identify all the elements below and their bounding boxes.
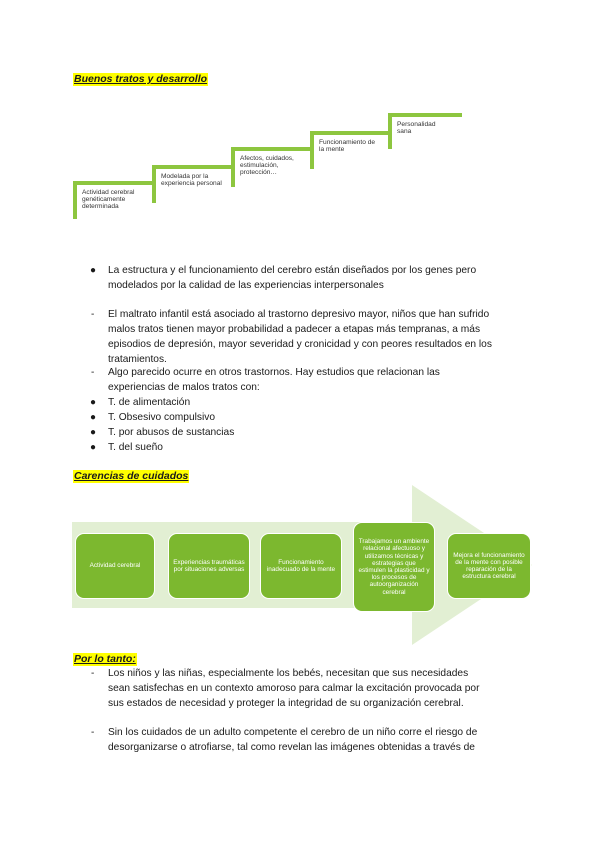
stair-step-4: [310, 131, 390, 169]
stair-step-label: Funcionamiento de la mente: [319, 139, 376, 153]
bullet-marker: ●: [90, 427, 97, 438]
flow-step-5: Mejora el funcionamiento de la mente con posible reparación de la estructura cerebral: [447, 533, 531, 599]
flow-step-4: Trabajamos un ambiente relacional afectuoso y utilizamos técnicas y estrategias que estimulen la plasticidad y los procesos de autoorganización cerebral: [353, 522, 435, 612]
paragraph-line: sean satisfechas en un contexto amoroso para calmar la excitación provocada por: [108, 683, 480, 694]
list-item: T. de alimentación: [108, 397, 191, 408]
flow-step-2: Experiencias traumáticas por situaciones adversas: [168, 533, 250, 599]
stair-step-label: Personalidad sana: [397, 121, 436, 135]
heading-por-lo-tanto: Por lo tanto:: [74, 653, 136, 665]
list-item: T. Obsesivo compulsivo: [108, 412, 216, 423]
heading-carencias: Carencias de cuidados: [74, 470, 189, 482]
paragraph-line: modelados por la calidad de las experiencias interpersonales: [108, 280, 384, 291]
paragraph-line: Algo parecido ocurre en otros trastornos. Hay estudios que relacionan las: [108, 367, 440, 378]
stair-step-5: [388, 113, 462, 149]
paragraph-line: desorganizarse o atrofiarse, tal como revelan las imágenes obtenidas a través de: [108, 742, 475, 753]
bullet-marker: ●: [90, 442, 97, 453]
paragraph-line: experiencias de malos tratos con:: [108, 382, 260, 393]
paragraph-line: La estructura y el funcionamiento del cerebro están diseñados por los genes pero: [108, 265, 477, 276]
stair-step-3: [231, 147, 313, 187]
dash-marker: -: [91, 727, 95, 738]
paragraph-line: sus estados de necesidad y proteger la integridad de su organización cerebral.: [108, 698, 464, 709]
bullet-marker: ●: [90, 412, 97, 423]
paragraph-line: Los niños y las niñas, especialmente los bebés, necesitan que sus necesidades: [108, 668, 469, 679]
flow-step-1: Actividad cerebral: [75, 533, 155, 599]
paragraph-line: tratamientos.: [108, 354, 167, 365]
list-item: T. por abusos de sustancias: [108, 427, 235, 438]
flow-step-3: Funcionamiento inadecuado de la mente: [260, 533, 342, 599]
stair-step-label: Afectos, cuidados, estimulación, protección…: [240, 155, 294, 176]
list-item: T. del sueño: [108, 442, 163, 453]
dash-marker: -: [91, 367, 95, 378]
paragraph-line: malos tratos tienen mayor probabilidad a padecer a etapas más tempranas, a más: [108, 324, 481, 335]
paragraph-line: Sin los cuidados de un adulto competente el cerebro de un niño corre el riesgo de: [108, 727, 478, 738]
stair-step-1: [73, 181, 155, 219]
paragraph-line: episodios de depresión, mayor severidad y cronicidad y con peores resultados en los: [108, 339, 492, 350]
stair-step-2: [152, 165, 234, 203]
paragraph-line: El maltrato infantil está asociado al trastorno depresivo mayor, niños que han sufrido: [108, 309, 490, 320]
bullet-marker: ●: [90, 397, 97, 408]
dash-marker: -: [91, 668, 95, 679]
heading-buenos-tratos: Buenos tratos y desarrollo: [74, 73, 208, 85]
stair-step-label: Actividad cerebral genéticamente determinada: [82, 189, 135, 210]
bullet-marker: ●: [90, 265, 97, 276]
stair-step-label: Modelada por la experiencia personal: [161, 173, 222, 187]
dash-marker: -: [91, 309, 95, 320]
